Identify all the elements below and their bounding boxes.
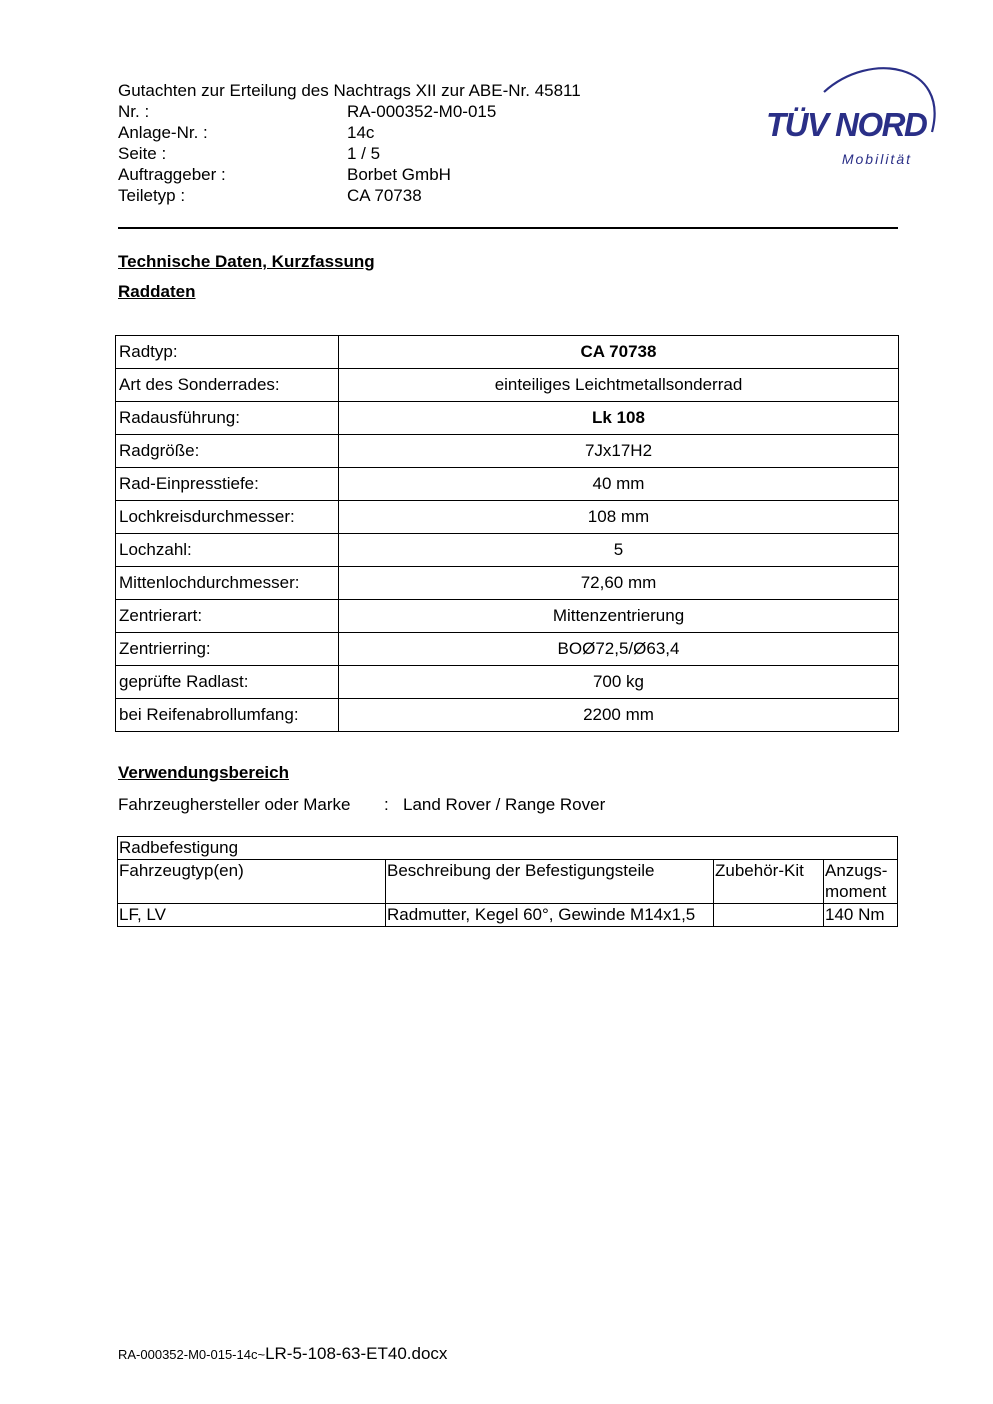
header-value: Borbet GmbH (347, 165, 451, 184)
logo-subtitle: Mobilität (841, 151, 912, 167)
mounting-header-cell: Beschreibung der Befestigungsteile (386, 860, 714, 904)
document-header (118, 80, 581, 206)
wheel-data-value: 40 mm (339, 468, 899, 501)
wheel-data-label: Mittenlochdurchmesser: (116, 567, 339, 600)
mounting-cell: 140 Nm (824, 904, 898, 927)
wheel-data-value: einteiliges Leichtmetallsonderrad (339, 369, 899, 402)
header-row-nr (118, 101, 581, 122)
mounting-caption-row (118, 837, 898, 860)
wheel-data-label: Radausführung: (116, 402, 339, 435)
wheel-data-row (116, 336, 899, 369)
wheel-data-table (115, 335, 899, 732)
document-title: Gutachten zur Erteilung des Nachtrags XII zur ABE-Nr. 45811 (118, 81, 581, 100)
usage-row (118, 795, 605, 815)
wheel-data-row (116, 435, 899, 468)
usage-heading: Verwendungsbereich (118, 763, 289, 782)
header-row-seite (118, 143, 581, 164)
mounting-header-row (118, 860, 898, 904)
wheel-data-row (116, 534, 899, 567)
wheel-data-label: Radgröße: (116, 435, 339, 468)
wheel-data-label: Art des Sonderrades: (116, 369, 339, 402)
mounting-cell (714, 904, 824, 927)
document-footer (118, 1344, 447, 1364)
logo-text: TÜV NORD (766, 106, 927, 143)
section-title: Technische Daten, Kurzfassung (118, 252, 375, 271)
wheel-data-value: 2200 mm (339, 699, 899, 732)
wheel-data-row (116, 633, 899, 666)
header-divider (118, 227, 898, 229)
mounting-cell: Radmutter, Kegel 60°, Gewinde M14x1,5 (386, 904, 714, 927)
header-label: Anlage-Nr. : (118, 123, 208, 142)
mounting-caption: Radbefestigung (118, 837, 898, 860)
wheel-data-label: Rad-Einpresstiefe: (116, 468, 339, 501)
usage-colon: : (384, 795, 389, 814)
wheel-data-label: Lochkreisdurchmesser: (116, 501, 339, 534)
footer-filename: LR-5-108-63-ET40.docx (265, 1344, 448, 1363)
header-label: Auftraggeber : (118, 165, 226, 184)
wheel-data-label: bei Reifenabrollumfang: (116, 699, 339, 732)
header-label: Teiletyp : (118, 186, 186, 205)
wheel-data-row (116, 567, 899, 600)
wheel-data-value: Lk 108 (339, 402, 899, 435)
wheel-data-value: Mittenzentrierung (339, 600, 899, 633)
header-value: RA-000352-M0-015 (347, 102, 497, 121)
wheel-data-row (116, 468, 899, 501)
header-row-anlage (118, 122, 581, 143)
wheel-data-label: Lochzahl: (116, 534, 339, 567)
mounting-cell: LF, LV (118, 904, 386, 927)
wheel-data-row (116, 699, 899, 732)
wheel-data-row (116, 600, 899, 633)
wheel-data-heading: Raddaten (118, 282, 196, 301)
mounting-table (117, 836, 898, 927)
usage-value: Land Rover / Range Rover (403, 795, 606, 814)
footer-prefix: RA-000352-M0-015-14c~ (118, 1347, 266, 1362)
wheel-data-label: geprüfte Radlast: (116, 666, 339, 699)
mounting-header-cell: Zubehör-Kit (714, 860, 824, 904)
wheel-data-value: 700 kg (339, 666, 899, 699)
wheel-data-value: 72,60 mm (339, 567, 899, 600)
wheel-data-row (116, 369, 899, 402)
wheel-data-label: Zentrierring: (116, 633, 339, 666)
header-value: CA 70738 (347, 186, 422, 205)
mounting-data-row (118, 904, 898, 927)
wheel-data-label: Radtyp: (116, 336, 339, 369)
wheel-data-row (116, 666, 899, 699)
header-row-auftraggeber (118, 164, 581, 185)
wheel-data-row (116, 501, 899, 534)
wheel-data-value: 108 mm (339, 501, 899, 534)
wheel-data-value: BOØ72,5/Ø63,4 (339, 633, 899, 666)
tuv-nord-logo (760, 56, 945, 176)
mounting-header-cell: Fahrzeugtyp(en) (118, 860, 386, 904)
wheel-data-value: CA 70738 (339, 336, 899, 369)
header-label: Seite : (118, 144, 167, 163)
header-value: 1 / 5 (347, 144, 381, 163)
wheel-data-value: 5 (339, 534, 899, 567)
header-label: Nr. : (118, 102, 150, 121)
header-value: 14c (347, 123, 375, 142)
mounting-header-cell: Anzugs-moment (824, 860, 898, 904)
wheel-data-row (116, 402, 899, 435)
wheel-data-value: 7Jx17H2 (339, 435, 899, 468)
header-row-teiletyp (118, 185, 581, 206)
usage-label: Fahrzeughersteller oder Marke (118, 795, 351, 814)
wheel-data-label: Zentrierart: (116, 600, 339, 633)
